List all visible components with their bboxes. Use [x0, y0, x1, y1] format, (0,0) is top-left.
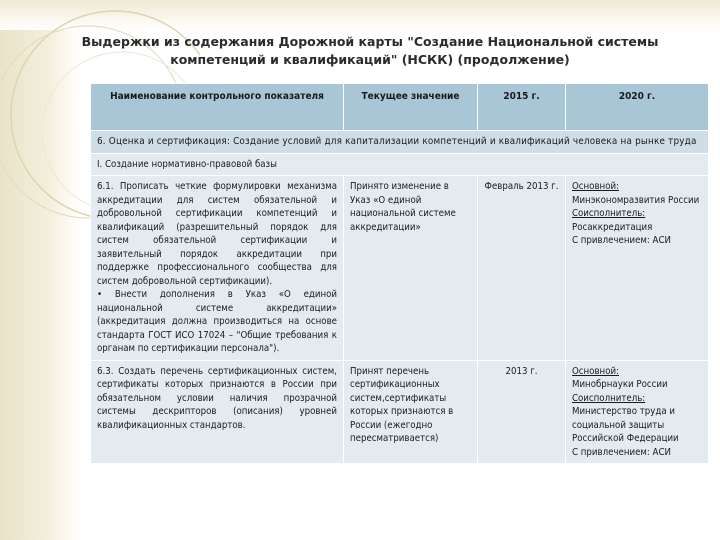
main-executor-value: Минэкономразвития России: [572, 194, 700, 206]
header-indicator: Наименование контрольного показателя: [91, 84, 344, 131]
title-line-2: компетенций и квалификаций" (НСКК) (продолжение): [170, 52, 570, 67]
indicator-cell: [91, 176, 344, 361]
co-executor-label: Соисполнитель:: [572, 208, 646, 219]
year-2020-cell: [566, 360, 709, 464]
co-executor-value: Росаккредитация: [572, 221, 653, 233]
title-line-1: Выдержки из содержания Дорожной карты "Создание Национальной системы: [81, 34, 659, 49]
co-executor-label: Соисполнитель:: [572, 392, 646, 404]
section-title: 6. Оценка и сертификация: Создание условий для капитализации компетенций и квалификаций человека на рынке труда: [91, 131, 709, 154]
roadmap-table: [90, 83, 709, 464]
header-2015: 2015 г.: [478, 84, 566, 131]
section-row: [91, 131, 709, 154]
indicator-text: 6.1. Прописать четкие формулировки механизма аккредитации для систем обязательной и добровольной сертификации компетенций и квалификаций (разрешительный порядок для систем обязательной сертификации и заявительный порядок аккредитации при поддержке профессионального сообщества для систем добровольной сертификации).: [97, 181, 337, 287]
indicator-cell: 6.3. Создать перечень сертификационных систем, сертификаты которых признаются в России при обязательном условии наличия прозрачной системы дескрипторов (описания) уровней квалификационных стандартов.: [91, 360, 344, 464]
subsection-title: I. Создание нормативно-правовой базы: [91, 153, 709, 176]
table-row: [91, 360, 709, 464]
indicator-bullet: • Внести дополнения в Указ «О единой национальной системе аккредитации» (аккредитация должна производиться на основе стандарта ГОСТ ИСО 17024 – "Общие требования к органам по сертификации персонала").: [97, 289, 337, 354]
subsection-row: [91, 153, 709, 176]
main-executor-value: Минобрнауки России: [572, 379, 668, 390]
current-value-cell: Принят перечень сертификационных систем,сертификаты которых признаются в России (ежегодно пересматривается): [344, 360, 478, 464]
year-2015-cell: Февраль 2013 г.: [478, 176, 566, 361]
involved-party: С привлечением: АСИ: [572, 235, 671, 246]
slide-title: [70, 33, 670, 69]
header-current-value: Текущее значение: [344, 84, 478, 131]
involved-party: С привлечением: АСИ: [572, 446, 671, 458]
main-executor-label: Основной:: [572, 365, 619, 377]
current-value-cell: Принято изменение в Указ «О единой национальной системе аккредитации»: [344, 176, 478, 361]
table-row: [91, 176, 709, 361]
co-executor-value: Министерство труда и социальной защиты Российской Федерации: [572, 406, 679, 444]
year-2015-cell: 2013 г.: [478, 360, 566, 464]
header-2020: 2020 г.: [566, 84, 709, 131]
year-2020-cell: [566, 176, 709, 361]
main-executor-label: Основной:: [572, 181, 619, 192]
table-header-row: [91, 84, 709, 131]
